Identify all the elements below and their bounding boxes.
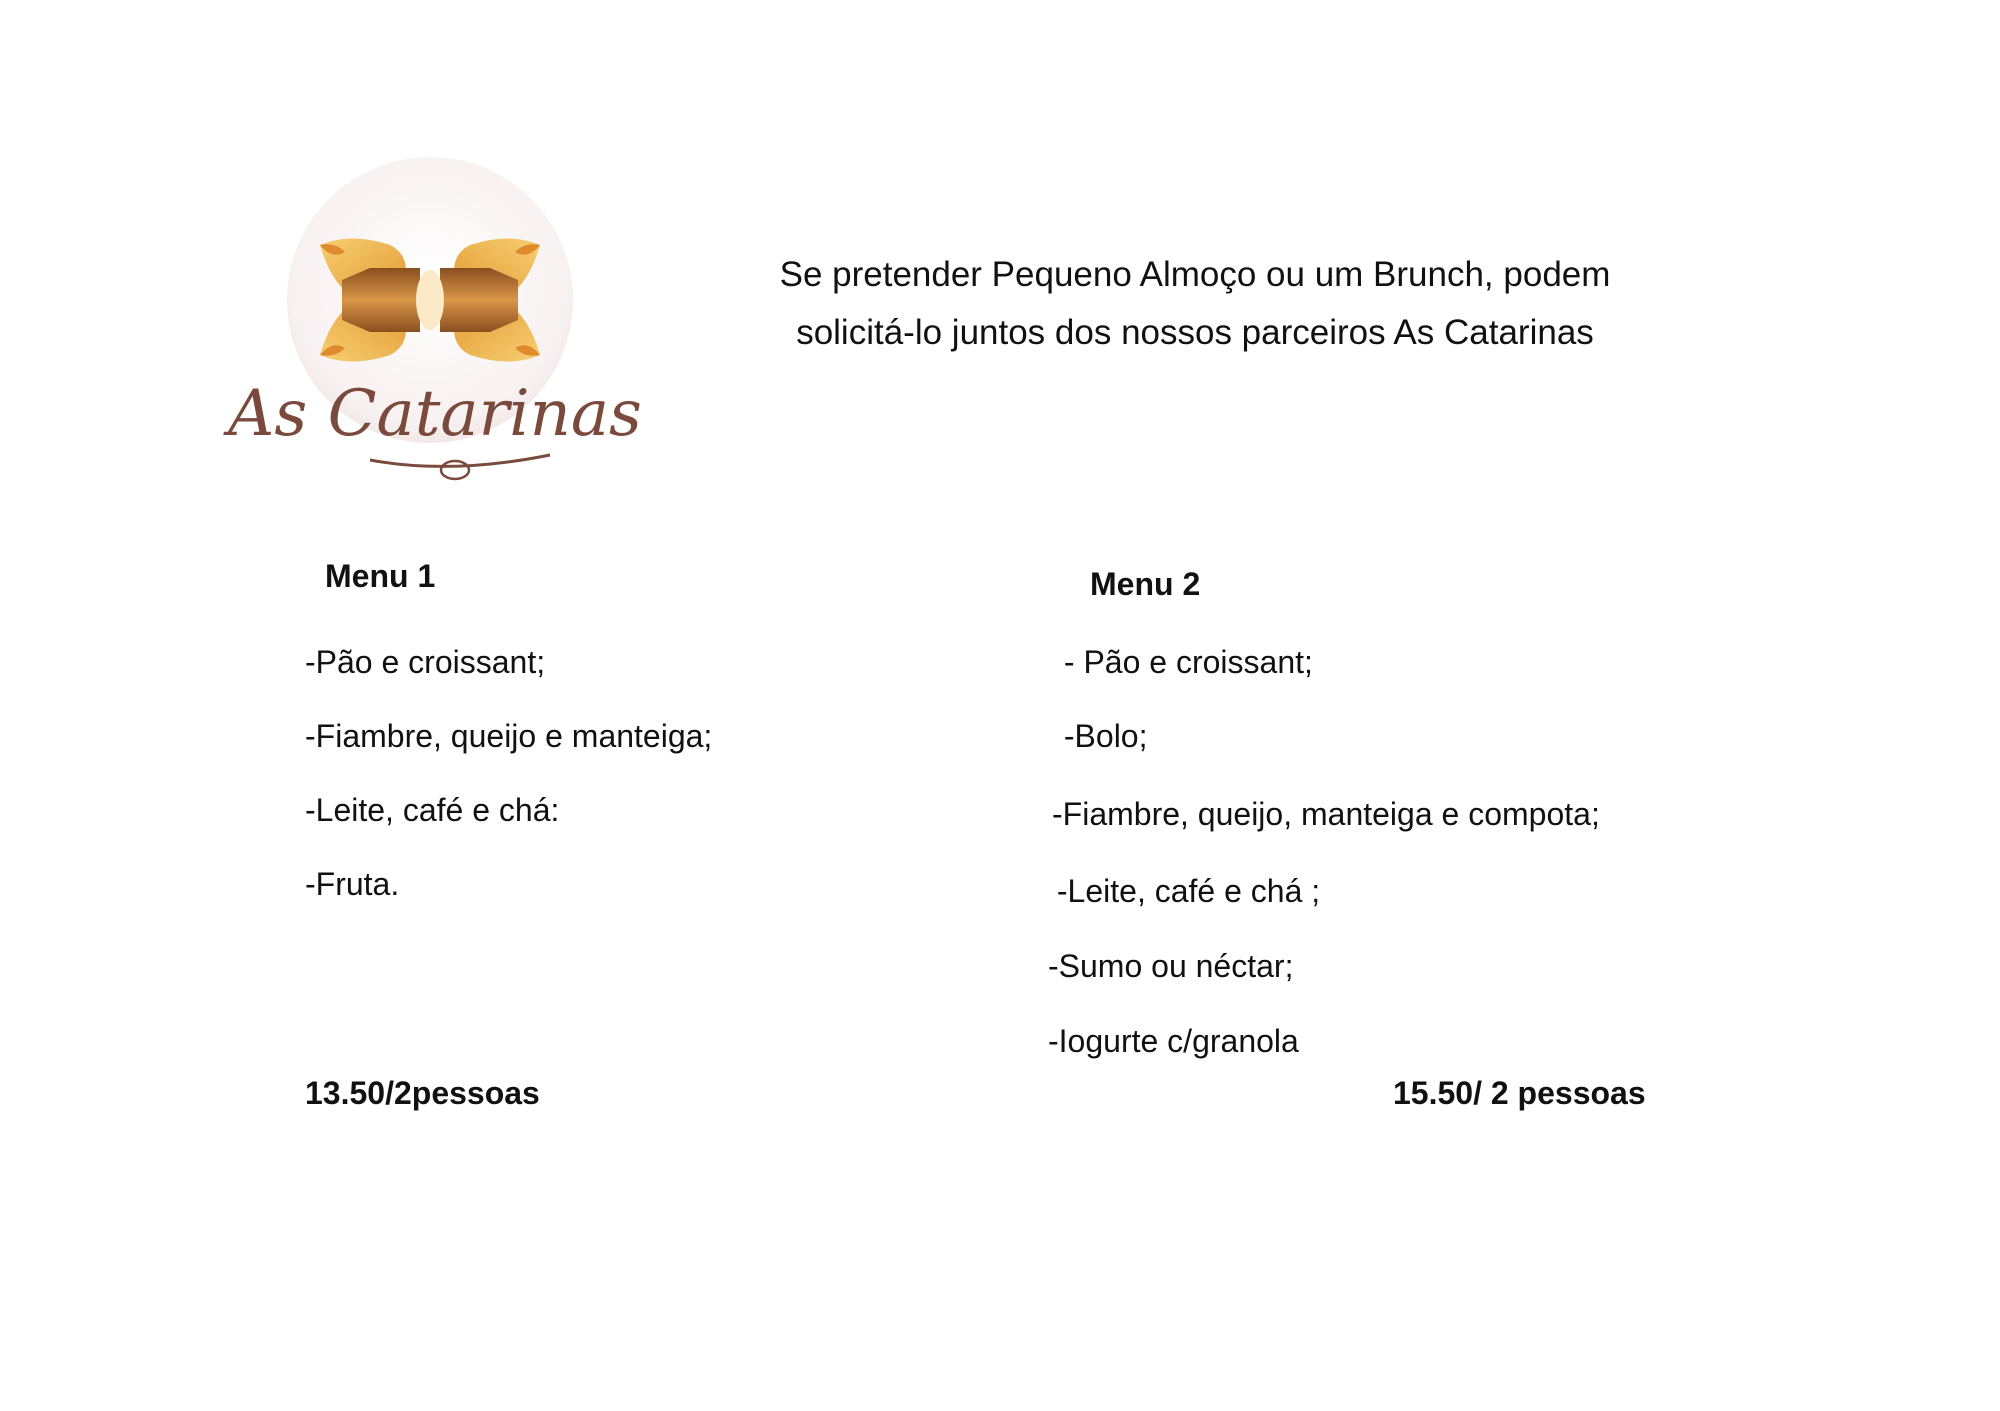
menu-1-item: -Fiambre, queijo e manteiga; bbox=[305, 718, 713, 754]
menu-1-item: -Leite, café e chá: bbox=[305, 792, 560, 828]
menu-1-title: Menu 1 bbox=[325, 558, 436, 594]
menu-2-item: -Bolo; bbox=[1055, 718, 1148, 754]
menu-1-price: 13.50/2pessoas bbox=[305, 1075, 540, 1111]
menu-1-item: -Pão e croissant; bbox=[305, 644, 546, 680]
as-catarinas-logo bbox=[228, 160, 642, 490]
menu-2-item: -Fiambre, queijo, manteiga e compota; bbox=[1052, 796, 1600, 832]
menu-2-title: Menu 2 bbox=[1090, 566, 1201, 602]
menu-2-price: 15.50/ 2 pessoas bbox=[1393, 1075, 1646, 1111]
menu-2-item: - Pão e croissant; bbox=[1055, 644, 1313, 680]
intro-line-1: Se pretender Pequeno Almoço ou um Brunch, podem bbox=[779, 255, 1611, 294]
intro-text bbox=[700, 246, 1690, 362]
logo-wordmark: As Catarinas bbox=[228, 377, 642, 451]
intro-line-2: solicitá-lo juntos dos nossos parceiros As Catarinas bbox=[796, 313, 1594, 352]
menu-2-item: -Iogurte c/granola bbox=[1048, 1023, 1299, 1059]
menu-2-item: -Leite, café e chá ; bbox=[1048, 873, 1321, 909]
menu-2-item: -Sumo ou néctar; bbox=[1048, 948, 1294, 984]
croissant-logo-icon bbox=[228, 160, 642, 490]
menu-1-item: -Fruta. bbox=[305, 866, 400, 902]
